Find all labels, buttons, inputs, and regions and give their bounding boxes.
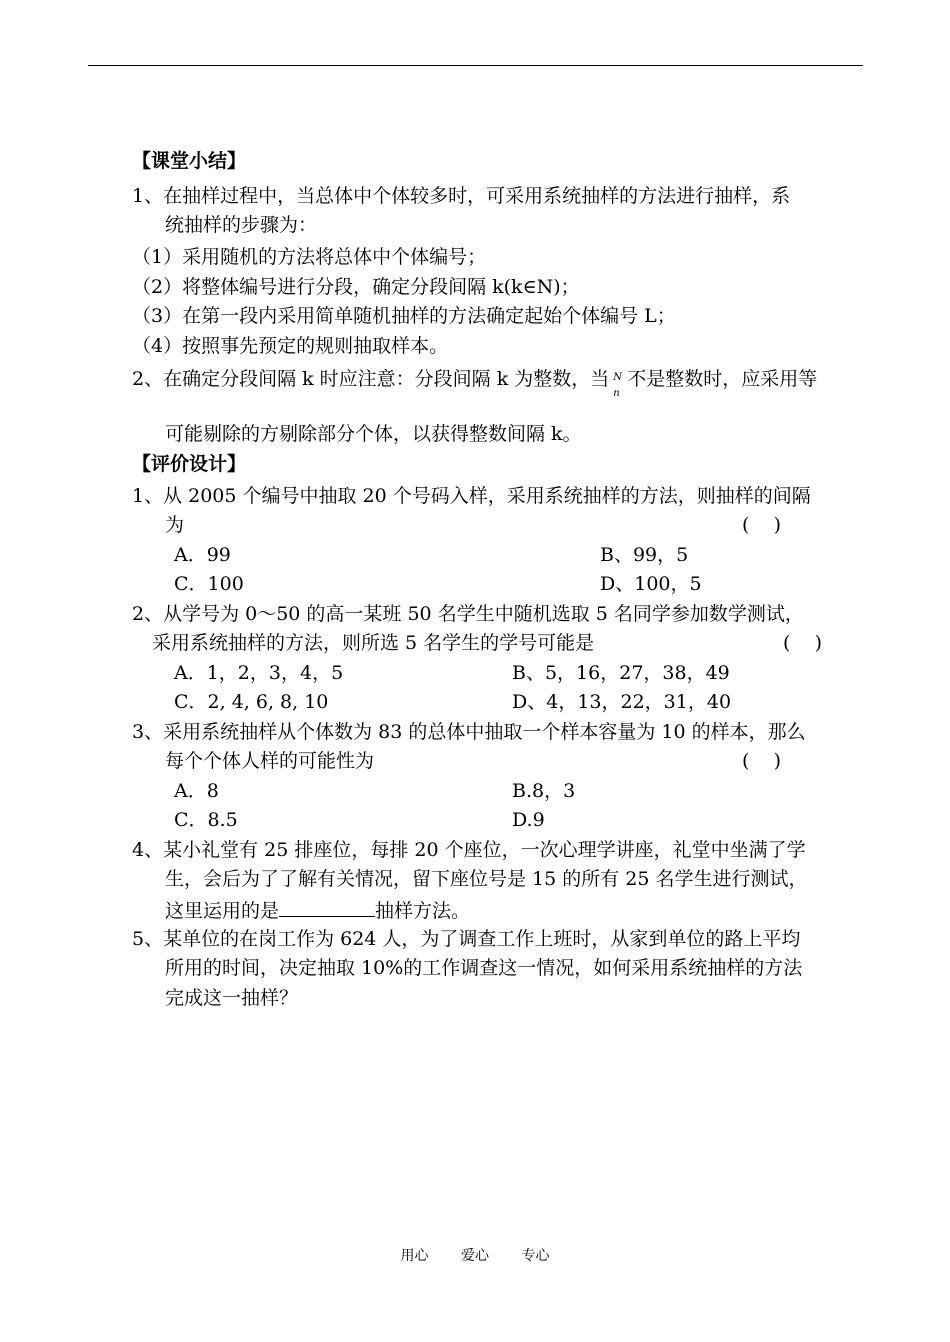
- summary-item1-line2: 统抽样的步骤为：: [165, 214, 318, 236]
- question-4-line3: [165, 896, 470, 924]
- fill-in-blank: [279, 896, 375, 917]
- evaluation-heading: 【评价设计】: [132, 453, 247, 475]
- question-3-line2: 每个个体人样的可能性为: [165, 750, 375, 772]
- question-2-line2: 采用系统抽样的方法，则所选 5 名学生的学号可能是: [152, 632, 595, 654]
- question-1-option-b: B、99，5: [600, 544, 689, 566]
- summary-step3: （3）在第一段内采用简单随机抽样的方法确定起始个体编号 L；: [132, 305, 676, 327]
- question-1-line1: 1、从 2005 个编号中抽取 20 个号码入样，采用系统抽样的方法，则抽样的间隔: [132, 485, 811, 507]
- fraction-numerator: N: [613, 372, 623, 383]
- header-rule: [88, 65, 863, 66]
- question-4-line2: 生，会后为了了解有关情况，留下座位号是 15 的所有 25 名学生进行测试，: [165, 868, 808, 890]
- question-5-line3: 完成这一抽样？: [165, 987, 299, 1009]
- summary-item1-line1: 1、在抽样过程中，当总体中个体较多时，可采用系统抽样的方法进行抽样，系: [132, 185, 791, 207]
- question-1-answer-blank: ( ): [742, 514, 781, 536]
- summary-step2: （2）将整体编号进行分段，确定分段间隔 k(k∈N)；: [132, 276, 580, 298]
- question-1-option-a: A．99: [174, 544, 231, 566]
- question-2-option-a: A．1，2，3，4，5: [174, 662, 344, 684]
- footer-word-1: 用心: [400, 1248, 429, 1264]
- summary-step1: （1）采用随机的方法将总体中个体编号；: [132, 246, 487, 268]
- footer-word-2: 爱心: [461, 1248, 489, 1264]
- question-4-text-before: 这里运用的是: [165, 900, 280, 922]
- summary-item2-line2: 可能剔除的方剔除部分个体，以获得整数间隔 k。: [165, 423, 582, 445]
- fraction-n-over-n: [609, 367, 627, 399]
- question-4-text-after: 抽样方法。: [375, 900, 471, 922]
- summary-step4: （4）按照事先预定的规则抽取样本。: [132, 335, 449, 357]
- fraction-denominator: n: [613, 388, 620, 399]
- summary-heading: 【课堂小结】: [132, 150, 247, 172]
- question-3-option-d: D.9: [512, 809, 545, 831]
- summary-item2-line1: [132, 366, 818, 399]
- question-2-option-c: C．2, 4, 6, 8, 10: [174, 691, 329, 713]
- question-5-line1: 5、某单位的在岗工作为 624 人，为了调查工作上班时，从家到单位的路上平均: [132, 928, 801, 950]
- question-2-line1: 2、从学号为 0～50 的高一某班 50 名学生中随机选取 5 名同学参加数学测试，: [132, 603, 804, 625]
- question-3-option-b: B.8，3: [512, 780, 576, 802]
- question-4-line1: 4、某小礼堂有 25 排座位，每排 20 个座位，一次心理学讲座，礼堂中坐满了学: [132, 839, 806, 861]
- summary-item2-text-before: 2、在确定分段间隔 k 时应注意：分段间隔 k 为整数，当: [132, 368, 610, 390]
- question-3-answer-blank: ( ): [742, 750, 781, 772]
- footer-word-3: 专心: [521, 1248, 550, 1264]
- question-2-option-b: B、5，16，27，38，49: [512, 662, 730, 684]
- question-3-option-c: C．8.5: [174, 809, 238, 831]
- question-3-option-a: A．8: [174, 780, 219, 802]
- page-footer: [0, 1247, 950, 1265]
- question-2-answer-blank: ( ): [783, 632, 822, 654]
- question-1-option-c: C．100: [174, 573, 244, 595]
- summary-item2-text-after: 不是整数时，应采用等: [627, 368, 818, 390]
- question-1-line2: 为: [165, 514, 185, 536]
- question-3-line1: 3、采用系统抽样从个体数为 83 的总体中抽取一个样本容量为 10 的样本，那么: [132, 721, 806, 743]
- question-1-option-d: D、100，5: [600, 573, 702, 595]
- question-2-option-d: D、4，13，22，31，40: [512, 691, 732, 713]
- question-5-line2: 所用的时间，决定抽取 10%的工作调查这一情况，如何采用系统抽样的方法: [165, 957, 803, 979]
